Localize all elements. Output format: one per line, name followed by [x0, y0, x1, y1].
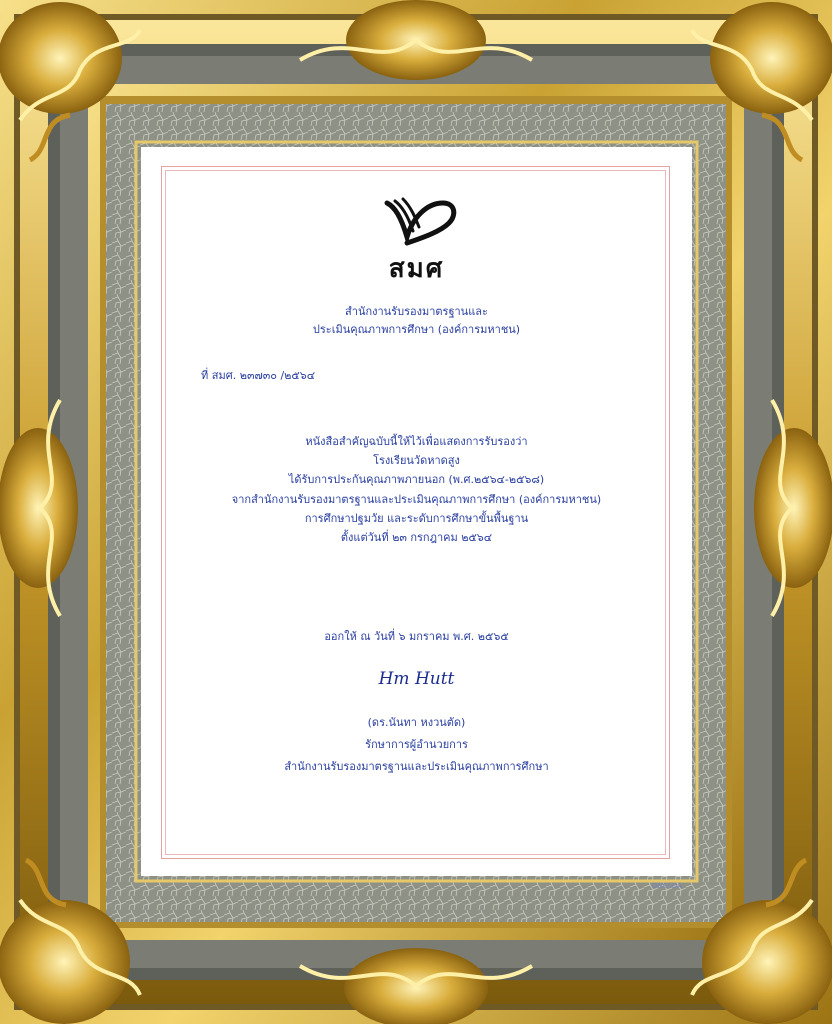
effective-date: ตั้งแต่วันที่ ๒๓ กรกฎาคม ๒๕๖๔	[340, 531, 493, 544]
org-name-line-2: ประเมินคุณภาพการศึกษา (องค์การมหาชน)	[312, 323, 521, 336]
school-name: โรงเรียนวัดหาดสูง	[373, 454, 460, 467]
corner-watermark: ONESQA	[652, 882, 682, 890]
issued-date: ออกให้ ณ วันที่ ๖ มกราคม พ.ศ. ๒๕๖๕	[324, 630, 509, 643]
body-line: จากสำนักงานรับรองมาตรฐานและประเมินคุณภาพการศึกษา (องค์การมหาชน)	[231, 493, 602, 506]
body-line: หนังสือสำคัญฉบับนี้ให้ไว้เพื่อแสดงการรับรองว่า	[305, 435, 528, 448]
onesqa-logo-icon	[381, 197, 459, 249]
signer-title: รักษาการผู้อำนวยการ	[365, 738, 468, 751]
signer-name: (ดร.นันทา หงวนตัด)	[367, 716, 466, 729]
certificate-paper	[141, 147, 692, 876]
signer-organization: สำนักงานรับรองมาตรฐานและประเมินคุณภาพการศึกษา	[284, 760, 549, 773]
reference-number: ที่ สมศ. ๒๓๗๓๐ /๒๕๖๔	[201, 369, 316, 382]
body-line: การศึกษาปฐมวัย และระดับการศึกษาขั้นพื้นฐาน	[304, 512, 529, 525]
logo-wordmark: สมศ	[388, 254, 445, 284]
body-line: ได้รับการประกันคุณภาพภายนอก (พ.ศ.๒๕๖๔-๒๕๖๘)	[288, 473, 545, 486]
org-name-line-1: สำนักงานรับรองมาตรฐานและ	[345, 305, 488, 318]
signature: Hm Hutt	[378, 669, 455, 689]
